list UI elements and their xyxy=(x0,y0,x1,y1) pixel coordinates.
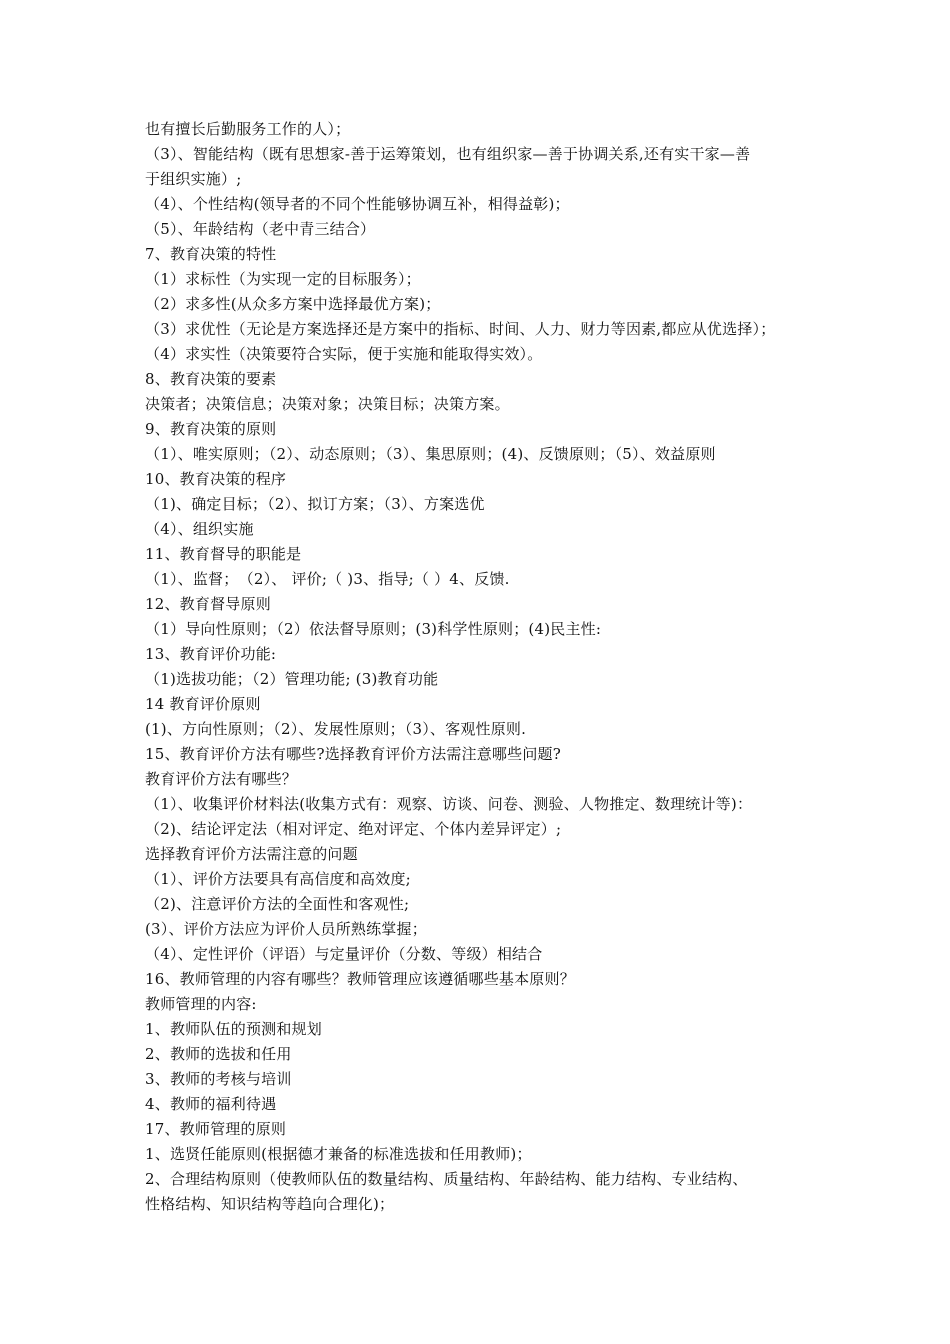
text-line: 决策者；决策信息；决策对象；决策目标；决策方案。 xyxy=(145,395,510,413)
section-heading: 9、教育决策的原则 xyxy=(145,420,277,438)
text-line: （2）求多性(从众多方案中选择最优方案)； xyxy=(145,295,441,313)
text-line: (3）、评价方法应为评价人员所熟练掌握； xyxy=(145,920,427,938)
text-line: （1）求标性（为实现一定的目标服务）； xyxy=(145,270,421,288)
text-line: （1）、唯实原则；（2）、动态原则；（3）、集思原则；(4)、反馈原则；（5）、效益原则 xyxy=(145,445,716,463)
section-heading: 10、教育决策的程序 xyxy=(145,470,287,488)
text-line: （4）求实性（决策要符合实际，便于实施和能取得实效）。 xyxy=(145,345,543,363)
section-heading: 15、教育评价方法有哪些?选择教育评价方法需注意哪些问题? xyxy=(145,745,561,763)
section-heading: 8、教育决策的要素 xyxy=(145,370,277,388)
text-line: （3）、智能结构（既有思想家-善于运筹策划，也有组织家—善于协调关系,还有实干家—善 xyxy=(145,145,751,163)
sub-heading: 教育评价方法有哪些？ xyxy=(145,770,298,788)
section-heading: 11、教育督导的职能是 xyxy=(145,545,302,563)
text-line: （1）、收集评价材料法(收集方式有：观察、访谈、问卷、测验、人物推定、数理统计等)： xyxy=(145,795,753,813)
text-line: （1)、确定目标；（2）、拟订方案；（3）、方案选优 xyxy=(145,495,485,513)
sub-heading: 教师管理的内容: xyxy=(145,995,257,1013)
text-line: 性格结构、知识结构等趋向合理化)； xyxy=(145,1195,395,1213)
text-line: （1）、监督； （2）、 评价;（ )3、指导;（ ）4、反馈. xyxy=(145,570,510,588)
text-line: (1)、方向性原则；（2）、发展性原则；（3）、客观性原则. xyxy=(145,720,527,738)
text-line: 1、教师队伍的预测和规划 xyxy=(145,1020,322,1038)
text-line: 1、选贤任能原则(根据德才兼备的标准选拔和任用教师)； xyxy=(145,1145,532,1163)
document-page xyxy=(145,117,815,1217)
text-line: 2、合理结构原则（使教师队伍的数量结构、质量结构、年龄结构、能力结构、专业结构、 xyxy=(145,1170,748,1188)
text-line: （1）导向性原则；（2）依法督导原则；(3)科学性原则；(4)民主性: xyxy=(145,620,602,638)
text-line: （1）、评价方法要具有高信度和高效度; xyxy=(145,870,411,888)
text-line: （2)、结论评定法（相对评定、绝对评定、个体内差异评定）; xyxy=(145,820,562,838)
text-line: （3）求优性（无论是方案选择还是方案中的指标、时间、人力、财力等因素,都应从优选择）； xyxy=(145,320,776,338)
section-heading: 7、教育决策的特性 xyxy=(145,245,277,263)
text-line: （4）、个性结构(领导者的不同个性能够协调互补，相得益彰)； xyxy=(145,195,570,213)
text-line: 3、教师的考核与培训 xyxy=(145,1070,292,1088)
section-heading: 12、教育督导原则 xyxy=(145,595,271,613)
text-line: （1)选拔功能；（2）管理功能; (3)教育功能 xyxy=(145,670,439,688)
text-line: （4）、组织实施 xyxy=(145,520,254,538)
section-heading: 13、教育评价功能: xyxy=(145,645,277,663)
text-line: 4、教师的福利待遇 xyxy=(145,1095,277,1113)
text-line: （5）、年龄结构（老中青三结合） xyxy=(145,220,376,238)
text-line: 于组织实施）; xyxy=(145,170,242,188)
text-line: （2)、注意评价方法的全面性和客观性; xyxy=(145,895,410,913)
section-heading: 17、教师管理的原则 xyxy=(145,1120,287,1138)
text-line: 也有擅长后勤服务工作的人）； xyxy=(145,120,351,138)
text-line: （4）、定性评价（评语）与定量评价（分数、等级）相结合 xyxy=(145,945,543,963)
section-heading: 14 教育评价原则 xyxy=(145,695,261,713)
text-line: 2、教师的选拔和任用 xyxy=(145,1045,292,1063)
sub-heading: 选择教育评价方法需注意的问题 xyxy=(145,845,358,863)
section-heading: 16、教师管理的内容有哪些？教师管理应该遵循哪些基本原则？ xyxy=(145,970,575,988)
